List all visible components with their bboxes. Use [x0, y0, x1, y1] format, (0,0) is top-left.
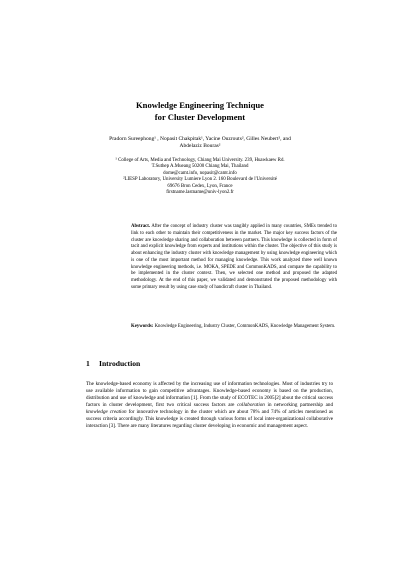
affiliation-line: 69676 Bron Cedex, Lyon, France: [167, 183, 233, 189]
affiliations: [70, 158, 330, 196]
authors-line-1: Pradorn Sureephong¹ , Nopasit Chakpitak¹, Yacine Ouzrouts², Gilles Neubert², and: [109, 136, 291, 142]
keywords: [131, 324, 337, 331]
intro-emphasis: collaboration: [237, 402, 265, 409]
affiliation-email: dome@camt.info, nopasit@camt.info: [163, 170, 237, 176]
author-list: [60, 136, 340, 151]
title-line-2: for Cluster Development: [154, 112, 246, 122]
paper-title: [0, 99, 400, 123]
section-number: 1: [86, 359, 90, 368]
section-title: Introduction: [99, 359, 141, 368]
keywords-label: Keywords:: [131, 324, 154, 329]
title-line-1: Knowledge Engineering Technique: [136, 100, 264, 110]
authors-line-2: Abdelaziz Bouras²: [179, 143, 221, 150]
intro-text: in networking partnership and: [267, 402, 333, 409]
affiliation-line: T.Suthep A.Mueang 50200 Chiang Mai, Thailand: [151, 164, 249, 170]
keywords-text: Knowledge Engineering, Industry Cluster, CommonKADS, Knowledge Management System.: [154, 324, 336, 329]
affiliation-line: ¹ College of Arts, Media and Technology, Chiang Mai University. 239, Huawkaew Rd.: [115, 158, 285, 163]
abstract: [131, 224, 337, 292]
intro-emphasis: knowledge creation: [86, 409, 127, 416]
affiliation-line: ²LIESP Laboratory, University Lumiere Lyon 2. 160 Boulevard de l'Université: [123, 177, 277, 183]
intro-text: for innovative technology in the cluster which are about 78% and 74% of articles mentioned as success criteria accordingly. This knowledge is created through various forms of local inter-organizational collaborative interaction [3]. There are many literatures regarding cluster developing in economic and management aspect.: [86, 409, 333, 430]
intro-paragraph: [86, 381, 333, 430]
section-heading: [86, 359, 336, 369]
affiliation-email: firstname.lastname@univ-lyon2.fr: [166, 190, 234, 196]
abstract-label: Abstract.: [131, 224, 151, 229]
intro-text: The knowledge-based economy is affected by the increasing use of information technologies. Most of industries try to use available information to gain competitive advantages. Knowledge-based economy is based on the production, distribution and use of knowledge and information [1]. From the study of ECOTEC in 2005[2] about the critical success factors in cluster development, first two critical success factors are: [86, 381, 333, 409]
abstract-text: After the concept of industry cluster was tangibly applied in many countries, SMEs trended to link to each other to maintain their competitiveness in the market. The major key success factors of the cluster are knowledge sharing and collaboration between partners. This knowledge is collected in form of tacit and explicit knowledge from experts and institutions within the cluster. The objective of this study is about enhancing the industry cluster with knowledge management by using knowledge engineering which is one of the most important method for managing knowledge. This work analyzed three well known knowledge engineering methods, i.e. MOKA, SPEDE and CommonKADS, and compare the capability to be implemented in the cluster context. Then, we selected one method and proposed the adapted methodology. At the end of this paper, we validated and demonstrated the proposed methodology with some primary result by using case study of handicraft cluster in Thailand.: [131, 224, 337, 290]
